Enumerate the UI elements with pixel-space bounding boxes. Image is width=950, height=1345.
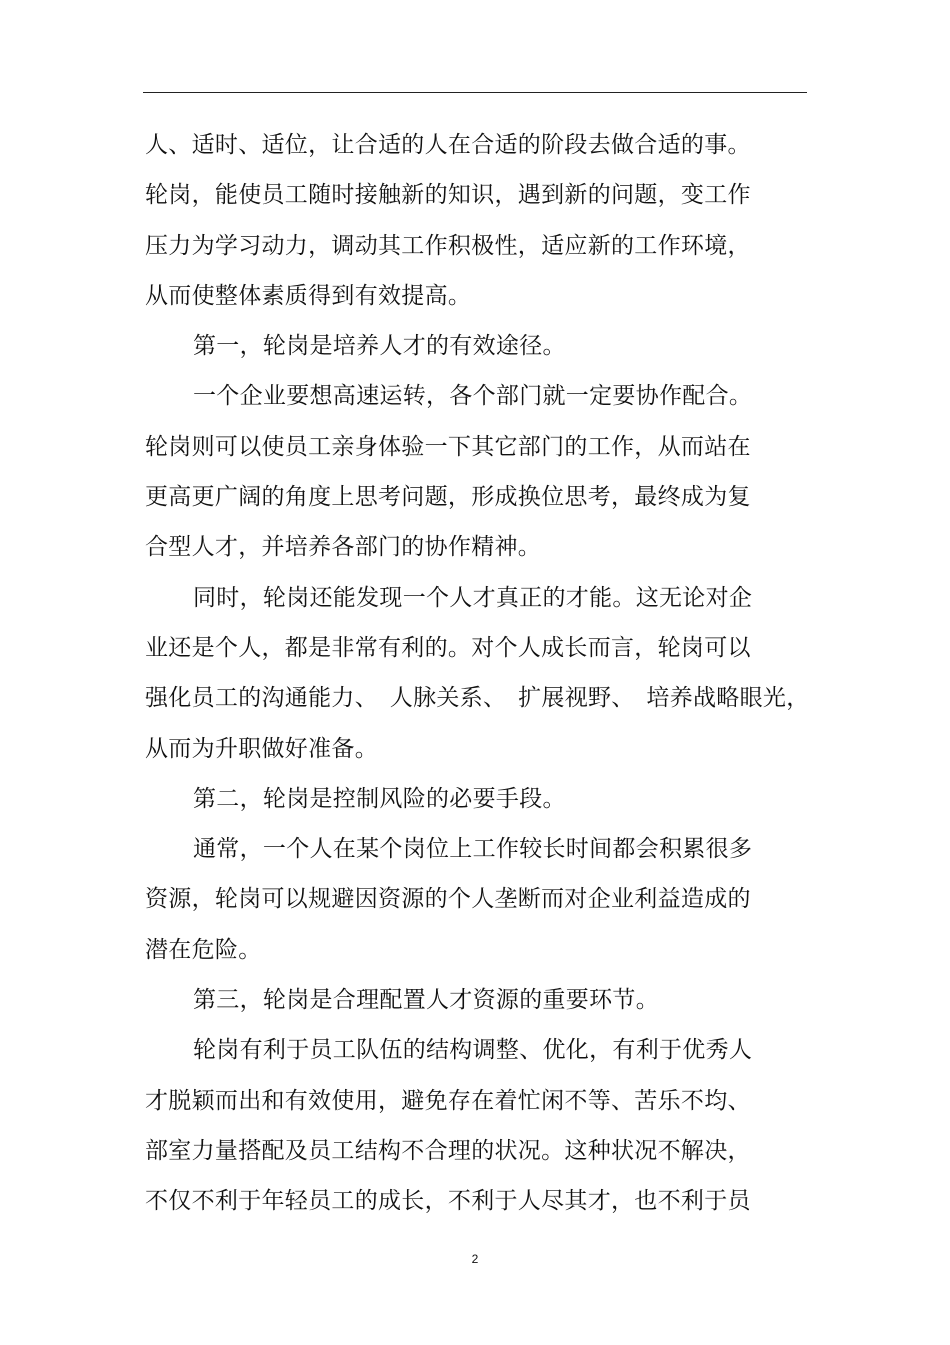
section-heading: 第三，轮岗是合理配置人才资源的重要环节。 — [193, 987, 659, 1014]
text-line: 从而为升职做好准备。 — [145, 735, 378, 762]
text-line: 更高更广阔的角度上思考问题，形成换位思考，最终成为复 — [145, 484, 751, 511]
page-number: 2 — [471, 1252, 479, 1266]
text-line: 业还是个人，都是非常有利的。对个人成长而言，轮岗可以 — [145, 634, 751, 661]
text-line: 人、适时、适位，让合适的人在合适的阶段去做合适的事。 — [145, 132, 751, 158]
text-line: 强化员工的沟通能力、 人脉关系、 扩展视野、 培养战略眼光， — [145, 685, 810, 712]
text-line: 轮岗，能使员工随时接触新的知识，遇到新的问题，变工作 — [145, 182, 751, 209]
section-heading: 第二，轮岗是控制风险的必要手段。 — [193, 785, 566, 812]
text-line: 通常，一个人在某个岗位上工作较长时间都会积累很多 — [193, 836, 753, 863]
page-body — [145, 125, 845, 1232]
text-line: 潜在危险。 — [145, 936, 262, 963]
text-line: 部室力量搭配及员工结构不合理的状况。这种状况不解决， — [145, 1137, 751, 1164]
header-rule — [143, 92, 807, 93]
text-line: 才脱颖而出和有效使用，避免存在着忙闲不等、苦乐不均、 — [145, 1087, 751, 1114]
text-line: 一个企业要想高速运转，各个部门就一定要协作配合。 — [193, 383, 753, 410]
text-line: 轮岗有利于员工队伍的结构调整、优化，有利于优秀人 — [193, 1037, 753, 1064]
text-line: 不仅不利于年轻员工的成长，不利于人尽其才，也不利于员 — [145, 1188, 751, 1215]
text-line: 合型人才，并培养各部门的协作精神。 — [145, 534, 542, 561]
text-line: 从而使整体素质得到有效提高。 — [145, 282, 472, 309]
text-line: 压力为学习动力，调动其工作积极性，适应新的工作环境， — [145, 232, 751, 259]
section-heading: 第一，轮岗是培养人才的有效途径。 — [193, 333, 566, 360]
text-line: 资源，轮岗可以规避因资源的个人垄断而对企业利益造成的 — [145, 886, 751, 913]
text-line: 同时，轮岗还能发现一个人才真正的才能。这无论对企 — [193, 584, 753, 611]
text-line: 轮岗则可以使员工亲身体验一下其它部门的工作，从而站在 — [145, 433, 751, 460]
